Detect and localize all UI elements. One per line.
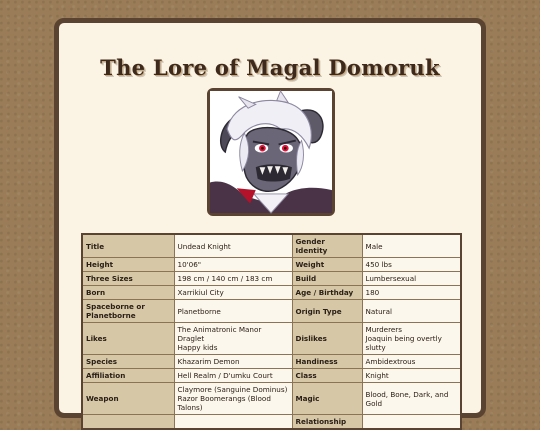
table-row: [82, 369, 461, 383]
table-row: [82, 286, 461, 300]
field-value-line: Knight: [365, 371, 389, 380]
field-value-line: Ambidextrous: [365, 357, 416, 366]
field-label: Relationship: [292, 415, 362, 430]
field-value: [362, 369, 461, 383]
field-value-line: Happy kids: [177, 343, 218, 352]
field-value: [174, 383, 292, 415]
field-value: [174, 286, 292, 300]
field-value-line: Razor Boomerangs (Blood Talons): [177, 394, 271, 412]
field-label: Gender Identity: [292, 234, 362, 258]
field-label: Height: [82, 258, 174, 272]
field-value-line: Lumbersexual: [365, 274, 417, 283]
character-portrait: [207, 88, 335, 216]
field-value: [174, 272, 292, 286]
field-value: [174, 415, 292, 430]
field-label: Title: [82, 234, 174, 258]
character-portrait-icon: [210, 91, 332, 213]
table-row: [82, 300, 461, 323]
field-label: Magic: [292, 383, 362, 415]
field-value: [362, 383, 461, 415]
field-value-line: 450 lbs: [365, 260, 392, 269]
field-value-line: Khazarim Demon: [177, 357, 240, 366]
field-value: [174, 300, 292, 323]
field-label: Age / Birthday: [292, 286, 362, 300]
field-value: [174, 323, 292, 355]
table-row: [82, 234, 461, 258]
field-value-line: Murderers: [365, 325, 402, 334]
field-value: [174, 355, 292, 369]
field-value: [362, 258, 461, 272]
field-label: Build: [292, 272, 362, 286]
field-value-line: Undead Knight: [177, 241, 231, 251]
lore-card: [54, 18, 486, 426]
field-value: [362, 234, 461, 258]
field-value: [362, 286, 461, 300]
field-value: [174, 369, 292, 383]
field-label: [82, 415, 174, 430]
field-value: [362, 323, 461, 355]
field-value-line: [366, 417, 458, 426]
field-value: [362, 355, 461, 369]
field-value-line: 198 cm / 140 cm / 183 cm: [177, 274, 273, 283]
field-value-line: Hell Realm / D'umku Court: [177, 371, 273, 380]
field-label: Born: [82, 286, 174, 300]
field-value-line: Draglet: [177, 334, 205, 343]
field-value: [362, 415, 461, 430]
field-value-line: Male: [365, 241, 383, 251]
field-value-line: Blood, Bone, Dark, and Gold: [365, 389, 449, 408]
page-title: The Lore of Magal Domoruk: [100, 55, 440, 80]
table-row: [82, 323, 461, 355]
field-value: [362, 300, 461, 323]
field-label: Species: [82, 355, 174, 369]
field-value-line: Planetborne: [177, 306, 221, 316]
field-value-line: Joaquin being overtly slutty: [365, 334, 442, 352]
field-value-line: 10'06": [177, 260, 202, 269]
field-label: Class: [292, 369, 362, 383]
table-row: [82, 272, 461, 286]
field-value: [174, 258, 292, 272]
field-value-line: [178, 417, 289, 426]
field-label: Likes: [82, 323, 174, 355]
field-value-line: Natural: [365, 306, 393, 316]
table-row: [82, 383, 461, 415]
character-info-table: [81, 233, 462, 430]
field-value: [362, 272, 461, 286]
field-value-line: 180: [365, 288, 380, 297]
field-label: Weapon: [82, 383, 174, 415]
field-label: Dislikes: [292, 323, 362, 355]
field-value: [174, 234, 292, 258]
field-value-line: The Animatronic Manor: [177, 325, 262, 334]
field-label: Spaceborne or Planetborne: [82, 300, 174, 323]
field-label: Weight: [292, 258, 362, 272]
table-row: [82, 258, 461, 272]
field-label: Handiness: [292, 355, 362, 369]
field-label: Three Sizes: [82, 272, 174, 286]
field-label: Affiliation: [82, 369, 174, 383]
field-value-line: Claymore (Sanguine Dominus): [177, 385, 288, 394]
table-row: [82, 415, 461, 430]
field-value-line: Xarrikiul City: [177, 288, 224, 297]
field-label: Origin Type: [292, 300, 362, 323]
table-row: [82, 355, 461, 369]
